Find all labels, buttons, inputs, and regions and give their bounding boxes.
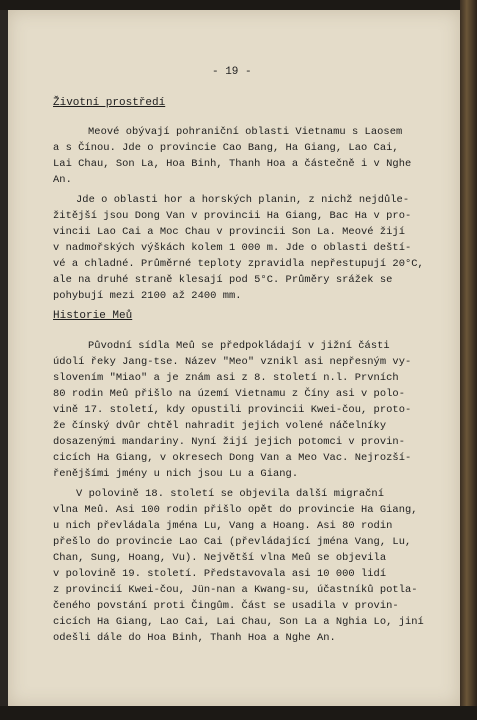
section-heading-history: Historie Meů (53, 310, 133, 322)
text-line: u nich převládala jména Lu, Vang a Hoang. Asi 80 rodin (53, 520, 393, 532)
text-line: v nadmořských výškách kolem 1 000 m. Jde o oblasti deští- (53, 242, 412, 254)
text-line: pohybují mezi 2100 až 2400 mm. (53, 290, 242, 302)
text-line: z provincií Kwei-čou, Jün-nan a Kwang-su, účastníků potla- (53, 584, 418, 596)
text-line: Lai Chau, Son La, Hoa Binh, Thanh Hoa a částečně i v Nghe (53, 158, 412, 170)
text-line: čeného povstání proti Čingům. Část se usadila v provin- (53, 600, 399, 612)
page-number: - 19 - (212, 66, 252, 78)
text-line: přešlo do provincie Lao Cai (převládající jména Vang, Lu, (53, 536, 412, 548)
text-line: vině 17. století, kdy opustili provincii Kwei-čou, proto- (53, 404, 412, 416)
text-line: cicích Ha Giang, v okresech Dong Van a Meo Vac. Nejrozší- (53, 452, 412, 464)
text-line: Chan, Sung, Hoang, Vu). Největší vlna Meů se objevila (53, 552, 387, 564)
text-line: ale na druhé straně klesají pod 5°C. Průměry srážek se (53, 274, 393, 286)
text-line: žitější jsou Dong Van v provincii Ha Giang, Bac Ha v pro- (53, 210, 412, 222)
text-line: v polovině 19. století. Představovala asi 10 000 lidí (53, 568, 387, 580)
text-line: dosazenými mandariny. Nyní žijí jejich potomci v provin- (53, 436, 405, 448)
text-line: Jde o oblasti hor a horských planin, z nichž nejdůle- (76, 194, 410, 206)
text-line: vé a chladné. Průměrné teploty zpravidla nepřestupují 20°C, (53, 258, 424, 270)
text-line: Meové obývají pohraniční oblasti Vietnamu s Laosem (88, 126, 403, 138)
text-line: odešli dále do Hoa Binh, Thanh Hoa a Nghe An. (53, 632, 336, 644)
text-line: cicích Ha Giang, Lao Cai, Lai Chau, Son La a Nghia Lo, jiní (53, 616, 424, 628)
text-line: slovením "Miao" a je znám asi z 8. století n.l. Prvních (53, 372, 399, 384)
text-line: a s Čínou. Jde o provincie Cao Bang, Ha Giang, Lao Cai, (53, 142, 399, 154)
scan-top-edge (0, 0, 477, 10)
text-line: údolí řeky Jang-tse. Název "Meo" vznikl asi nepřesným vy- (53, 356, 412, 368)
text-line: An. (53, 174, 72, 186)
scan-bottom-edge (0, 706, 477, 720)
text-line: že čínský dvůr chtěl nahradit jejich volené náčelníky (53, 420, 387, 432)
section-heading-environment: Životní prostředí (53, 97, 166, 109)
text-line: Původní sídla Meů se předpokládají v jižní části (88, 340, 390, 352)
text-line: řenějšími jmény u nich jsou Lu a Giang. (53, 468, 299, 480)
text-line: V polovině 18. století se objevila další migrační (76, 488, 384, 500)
text-line: vincii Lao Cai a Moc Chau v provincii Son La. Meové žijí (53, 226, 405, 238)
text-line: 80 rodin Meů přišlo na území Vietnamu z Číny asi v polo- (53, 388, 405, 400)
text-line: vlna Meů. Asi 100 rodin přišlo opět do provincie Ha Giang, (53, 504, 418, 516)
